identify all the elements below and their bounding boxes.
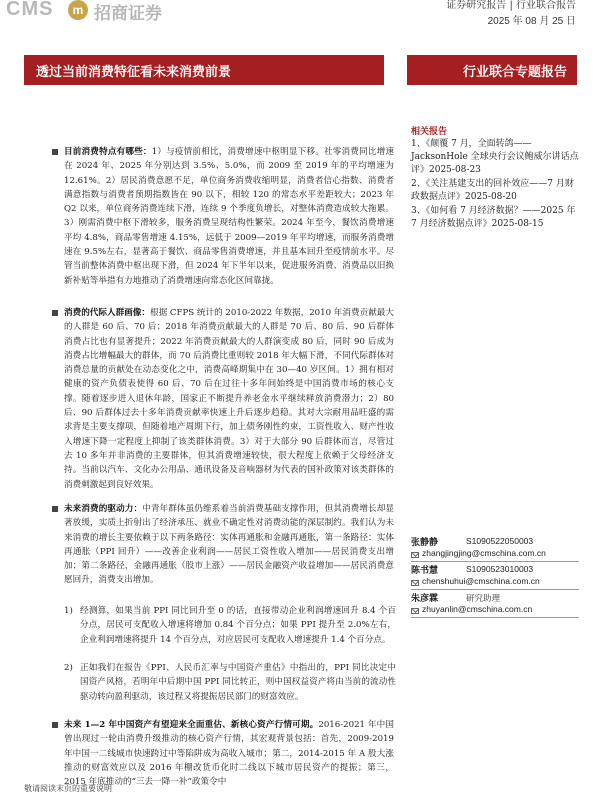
mail-icon — [411, 580, 419, 586]
sub-item-number: 2) — [64, 663, 73, 673]
sub-item-1 — [64, 604, 396, 647]
report-date: 2025 年 08 月 25 日 — [487, 16, 576, 27]
paragraph-lead: 目前消费特点有哪些： — [64, 147, 152, 157]
company-logo — [6, 0, 226, 22]
paragraph-text: 中青年群体虽仍维系着当前消费基础支撑作用，但其消费增长却显著放缓，实质上折射出了经济承压、就业不确定性对消费动能的深层制约。我们认为未来消费的增长主要依赖于以下两条路径：实体再通胀和金融再通胀，第一条路径：实体再通胀（PPI 回升）——改善企业利润——居民工资性收入增加——居民消费支出增加；第二条路径，金融再通胀（股市上涨）——居民金融资产收益增加——居民消费意愿回升，消费支出增加。 — [64, 504, 394, 586]
author-name: 张静静 — [411, 538, 439, 548]
report-title: 透过当前消费特征看未来消费前景 — [36, 65, 232, 80]
divider — [411, 589, 579, 590]
bullet-icon — [52, 722, 58, 728]
sub-item-text: 正如我们在报告《PPI、人民币汇率与中国资产重估》中指出的，PPI 同比决定中国资产风格，若明年中后期中国 PPI 同比转正，则中国权益资产将由当前的流动性驱动转向盈利驱动，该过程又将提振居民部门的财富效应。 — [80, 663, 396, 702]
logo-cms-text: CMS — [6, 0, 54, 20]
paragraph-text: 2016-2021 年中国曾出现过一轮由消费升级推动的核心资产行情，其宏观背景包括：首先，2009-2019 年中国一二线城市快速跨过中等陷阱成为高收入城市；第二，2014-2015 年 A 股大涨推动的财富效应以及 2016 年棚改货币化时二线以下城市居民资产的提振；第三，2015 年底推动的“三去一降一补”政策令中 — [64, 720, 394, 788]
sub-item-number: 1) — [64, 606, 73, 616]
related-reports-list — [411, 138, 581, 232]
paragraph-lead: 未来 1—2 年中国资产有望迎来全面重估、新核心资产行情可期。 — [64, 720, 319, 730]
related-report-link[interactable]: 2、《关注基建支出的回补效应——7 月财政数据点评》2025-08-20 — [411, 179, 574, 202]
author-email[interactable]: zhuyanlin@cmschina.com.cn — [422, 604, 533, 614]
paragraph-outlook — [64, 718, 394, 789]
doc-type: 证券研究报告 | 行业联合报告 — [446, 0, 576, 11]
author-email[interactable]: zhangjingjing@cmschina.com.cn — [422, 548, 546, 558]
paragraph-text: 1）与疫情前相比，消费增速中枢明显下移。社零消费同比增速在 2024 年、2025 年分别达到 3.5%、5.0%，而 2009 至 2019 年的平均增速为 12.61%。2）居民消费意愿不足，单位商务消费收缩明显，消费者信心指数、消费者满意指数与消费者预期指数皆在 90 以下，相较 120 的常态水平差距较大；2023 年 Q2 以来，单位商务消费连续下滑，连续 9 个季度负增长，对整体消费造成较大拖累。3）刚需消费中枢下滑较多，服务消费呈现结构性繁荣。2024 年至今，餐饮消费增速平均 4.8%，商品零售增速 4.15%，远低于 2009—2019 年平均增速，而服务消费增速在 9.5%左右，显著高于餐饮、商品零售消费增速，并且基本回升至疫情前水平。尽管当前整体消费中枢出现下滑，但 2024 年下半年以来，促进服务消费、消费品以旧换新补贴等举措有力地推动了消费增速向常态化区间靠拢。 — [64, 147, 394, 286]
logo-chinese-text: 招商证券 — [94, 4, 162, 24]
paragraph-lead: 未来消费的驱动力： — [64, 504, 143, 514]
related-reports-title: 相关报告 — [411, 127, 448, 137]
report-category: 行业联合专题报告 — [462, 65, 567, 80]
paragraph-current-features — [64, 145, 394, 288]
footer-disclaimer: 敬请阅读末页的重要说明 — [24, 784, 112, 793]
mail-icon — [411, 608, 419, 614]
paragraph-generation-profile — [64, 306, 394, 492]
author-name: 陈书慧 — [411, 566, 439, 576]
divider — [411, 561, 579, 562]
author-email[interactable]: chenshuhui@cmschina.com.cn — [422, 576, 540, 586]
sub-item-2 — [64, 661, 396, 704]
bullet-icon — [52, 310, 58, 316]
paragraph-text: 根据 CFPS 统计的 2010-2022 年数据，2010 年消费贡献最大的人群是 60 后、70 后；2018 年消费贡献最大的人群是 70 后、80 后、90 后群体消费占比也有显著提升；2022 年消费贡献最大的人群演变成 80 后，同时 90 后成为消费占比增幅最大的群体，而 70 后消费比重则较 2018 年大幅下滑，不同代际群体对消费总量的贡献处在动态变化之中，消费高峰期集中在 30—40 岁区间。1）拥有相对健康的资产负债表使得 60 后、70 后在过往十多年间始终是中国消费市场的核心支撑。随着逐步进入退休年龄，国家正不断提升养老金水平继续释放消费潜力；2）80 后、90 后群体过去十多年消费贡献率快速上升后逐步趋稳。其对大宗耐用品旺盛的需求背是主要支撑项，但随着地产周期下行，加上债务刚性约束，工资性收入、财产性收入增速下降一定程度上抑制了该类群体消费。3）对于大部分 90 后群体而言，尽管过去 10 多年并非消费的主要群体，但其消费增速较快，很大程度上依赖于父母经济支持。当前以汽车、文化办公用品、通讯设备及音响器材为代表的国补政策对该类群体的消费刺激起到良好效果。 — [64, 308, 394, 490]
paragraph-lead: 消费的代际人群画像： — [64, 308, 150, 318]
author-name: 朱彦霖 — [411, 594, 439, 604]
logo-badge-icon: m — [68, 0, 88, 20]
sub-item-text: 经测算，如果当前 PPI 同比回升至 0 的话，直接带动企业利润增速回升 8.4 个百分点，居民可支配收入增速将增加 0.84 个百分点；如果 PPI 提升至 2.0%左右，企业利润增速将提升 14 个百分点，对应居民可支配收入增速提升 1.4 个百分点。 — [80, 606, 396, 645]
related-report-link[interactable]: 1、《颠覆 7 月，全面转鸽——JacksonHole 全球央行会议鲍威尔讲话点评》2025-08-23 — [411, 139, 579, 175]
paragraph-drivers — [64, 502, 394, 588]
title-banner — [24, 55, 384, 85]
category-banner — [407, 55, 577, 85]
author-id: S1090523010003 — [466, 564, 534, 574]
author-id: S1090522050003 — [466, 536, 534, 546]
bullet-icon — [52, 506, 58, 512]
related-report-link[interactable]: 3、《如何看 7 月经济数据？——2025 年 7 月经济数据点评》2025-08-15 — [411, 206, 576, 229]
mail-icon — [411, 552, 419, 558]
bullet-icon — [52, 149, 58, 155]
divider — [411, 617, 579, 618]
author-role: 研究助理 — [466, 594, 501, 604]
